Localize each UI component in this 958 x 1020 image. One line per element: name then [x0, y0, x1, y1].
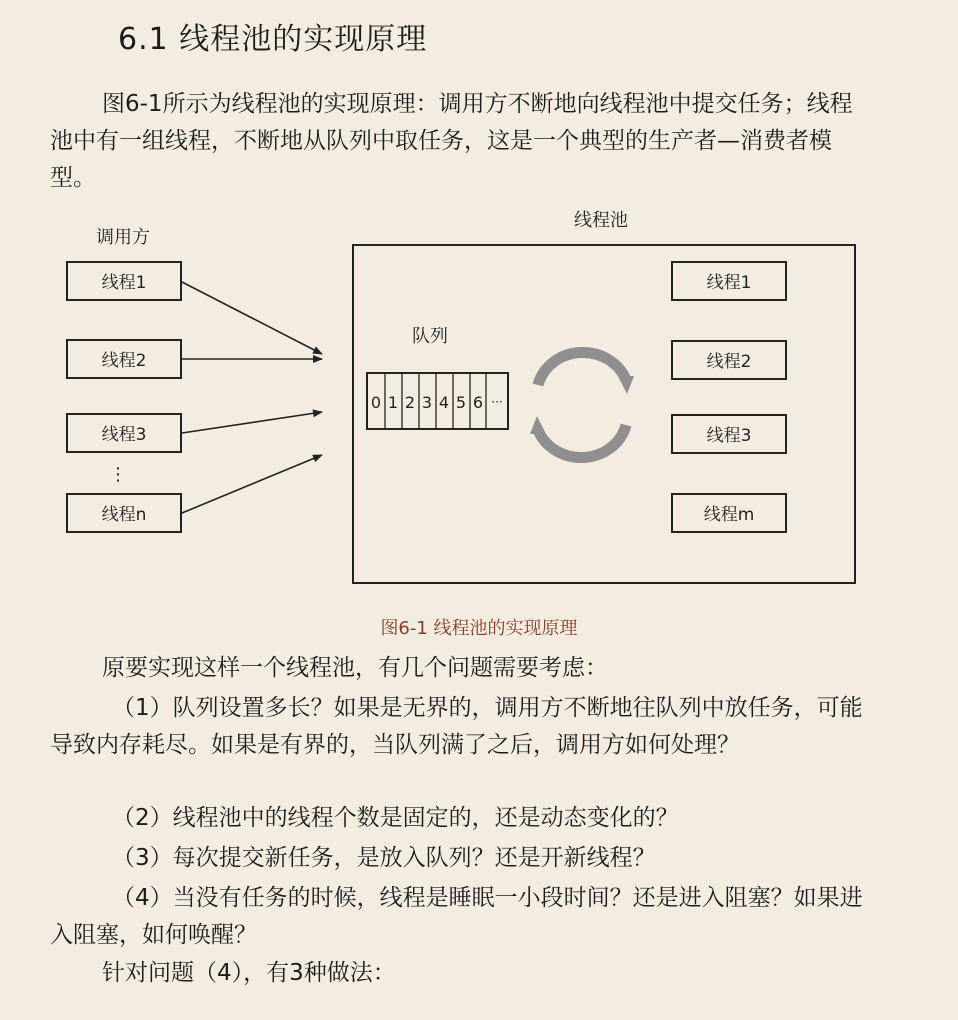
caller-thread-1: [67, 262, 181, 300]
cycle-arrows-icon: [530, 352, 634, 457]
queue-label: 队列: [412, 326, 448, 347]
queue-cell: 3: [421, 393, 433, 412]
queue-cell: 4: [438, 393, 450, 412]
queue-cell: 5: [455, 393, 467, 412]
section-title: 6.1 线程池的实现原理: [118, 22, 428, 57]
pool-thread-2: [672, 341, 786, 379]
caller-thread-3: [67, 414, 181, 452]
intro-paragraph: 图6-1所示为线程池的实现原理：调用方不断地向线程池中提交任务；线程池中有一组线程，不断地从队列中取任务，这是一个典型的生产者—消费者模型。: [50, 91, 853, 191]
caller-thread-label: 线程2: [101, 351, 147, 371]
pool-thread-m: [672, 494, 786, 532]
pool-thread-label: 线程3: [706, 426, 752, 446]
pool-thread-label: 线程m: [703, 505, 755, 525]
caller-label: 调用方: [96, 227, 150, 248]
caller-thread-label: 线程n: [101, 505, 147, 525]
queue-cell: 6: [472, 393, 484, 412]
question-2: （2）线程池中的线程个数是固定的，还是动态变化的？: [112, 805, 679, 831]
pool-thread-3: [672, 415, 786, 453]
queue-cell: ···: [491, 395, 503, 409]
caller-thread-n: [67, 494, 181, 532]
queue-cell: 2: [404, 393, 416, 412]
caller-thread-label: 线程3: [101, 425, 147, 445]
pool-label: 线程池: [574, 210, 628, 231]
pool-thread-1: [672, 262, 786, 300]
pool-thread-label: 线程1: [706, 273, 752, 293]
question-3: （3）每次提交新任务，是放入队列？还是开新线程？: [112, 845, 656, 871]
question-1: （1）队列设置多长？如果是无界的，调用方不断地往队列中放任务，可能导致内存耗尽。如果是有界的，当队列满了之后，调用方如何处理？: [50, 695, 863, 758]
queue-cell: 1: [387, 393, 399, 412]
question-4: （4）当没有任务的时候，线程是睡眠一小段时间？还是进入阻塞？如果进入阻塞，如何唤醒？: [50, 885, 863, 948]
body-paragraph: 原要实现这样一个线程池，有几个问题需要考虑：: [102, 655, 608, 681]
queue: [367, 373, 508, 429]
ellipsis: ⋮: [109, 464, 127, 485]
queue-cell: 0: [370, 393, 382, 412]
caller-thread-label: 线程1: [101, 273, 147, 293]
figure-caption: 图6-1 线程池的实现原理: [380, 618, 578, 639]
submit-arrows: [182, 282, 322, 513]
body-paragraph: 针对问题（4），有3种做法：: [102, 960, 396, 986]
caller-thread-2: [67, 340, 181, 378]
pool-thread-label: 线程2: [706, 352, 752, 372]
